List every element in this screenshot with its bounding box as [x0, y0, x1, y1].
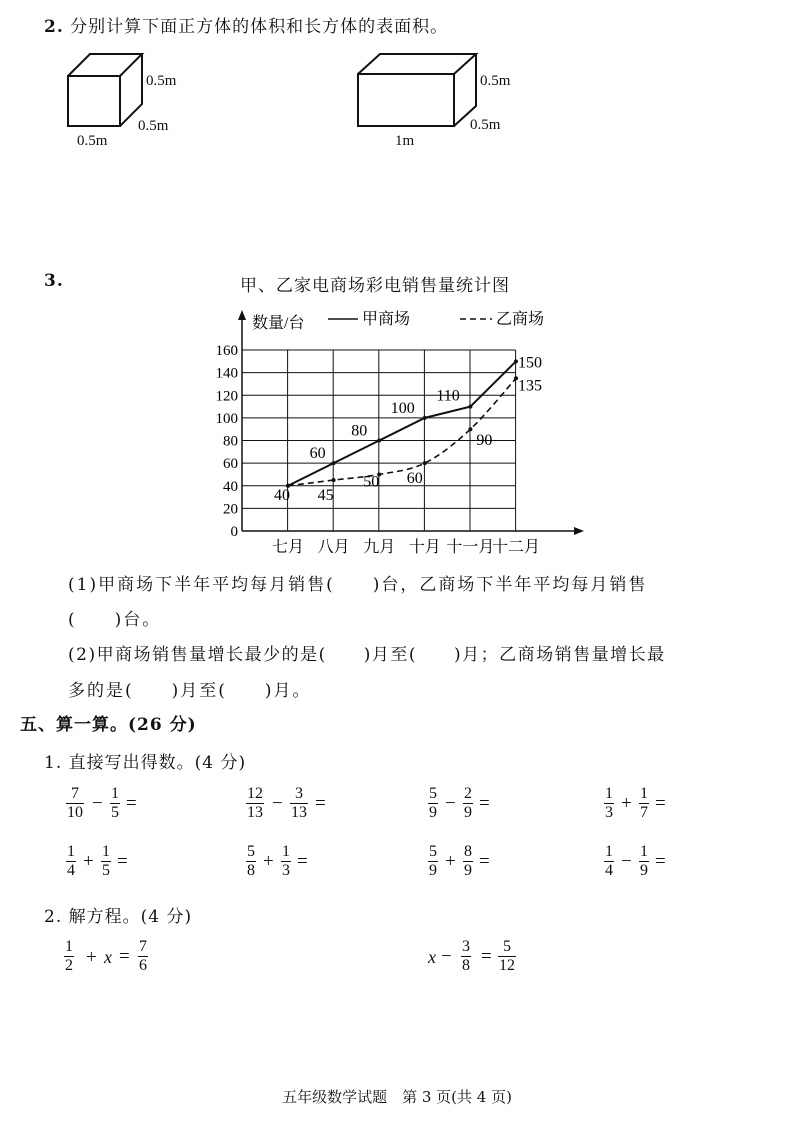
series-b-data-label: 45	[317, 487, 334, 505]
calc-operator: −	[445, 793, 456, 814]
x-tick-label: 十二月	[491, 539, 541, 556]
section5-heading: 五、算一算。(26 分)	[20, 715, 197, 735]
page-footer: 五年级数学试题 第 3 页(共 4 页)	[282, 1088, 512, 1106]
x-tick-label: 九月	[363, 539, 396, 556]
calc-fraction-a: 5 9	[429, 843, 437, 879]
series-a-point	[332, 461, 336, 465]
calc-fraction-a: 5 8	[247, 843, 255, 879]
x-tick-label: 十月	[408, 539, 441, 556]
calc-item	[604, 785, 754, 829]
eq1-equals: =	[119, 946, 130, 967]
series-a-data-label: 60	[309, 445, 326, 463]
calc-fraction-a: 12 13	[247, 785, 263, 821]
series-a-data-label: 100	[390, 399, 415, 417]
cuboid-height-label: 0.5m	[480, 73, 511, 89]
x-axis-arrow-icon	[574, 527, 584, 535]
q2-text: 分别计算下面正方体的体积和长方体的表面积。	[70, 17, 449, 37]
calc-item	[428, 785, 578, 829]
y-tick-label: 60	[223, 456, 238, 473]
calc-item	[66, 785, 216, 829]
series-a-point	[423, 416, 427, 420]
calc-equals: =	[117, 851, 128, 872]
calc-item	[246, 785, 396, 829]
y-tick-label: 140	[215, 365, 238, 382]
calc-equals: =	[655, 851, 666, 872]
eq1-fraction-a: 1 2	[65, 938, 73, 974]
section5-q2-title: 2. 解方程。(4 分)	[44, 907, 193, 927]
q3-sub2-line1: (2)甲商场销售量增长最少的是( )月至( )月；乙商场销售量增长最	[68, 645, 666, 665]
calc-item	[604, 843, 754, 887]
y-axis-arrow-icon	[238, 310, 246, 320]
cuboid-figure	[350, 52, 490, 152]
eq2-variable: x	[428, 947, 436, 967]
calc-fraction-a: 1 4	[605, 843, 613, 879]
eq2-equals: =	[481, 946, 492, 967]
series-a-data-label: 110	[436, 387, 460, 405]
calc-equals: =	[479, 793, 490, 814]
calc-operator: −	[621, 851, 632, 872]
series-a-point	[468, 405, 472, 409]
calc-operator: +	[445, 851, 456, 872]
calc-operator: −	[272, 793, 283, 814]
series-b-data-label: 50	[363, 473, 380, 491]
legend-series-b: 乙商场	[496, 311, 545, 328]
cube-depth-label: 0.5m	[138, 118, 169, 134]
x-tick-label: 十一月	[446, 539, 495, 556]
eq2-operator: −	[441, 946, 452, 967]
legend-series-a: 甲商场	[362, 311, 411, 328]
series-a-data-label: 80	[351, 422, 368, 440]
calc-equals: =	[655, 793, 666, 814]
calc-fraction-a: 7 10	[67, 785, 83, 821]
cuboid-length-label: 1m	[395, 133, 415, 149]
eq2-fraction-a: 3 8	[462, 938, 470, 974]
y-axis-label: 数量/台	[252, 315, 305, 332]
series-a-data-label: 150	[518, 354, 542, 372]
series-b-point	[468, 427, 472, 431]
calc-fraction-b: 2 9	[464, 785, 472, 821]
y-tick-label: 0	[230, 524, 238, 540]
series-a-point	[377, 439, 381, 443]
q3-sub1-line1: (1)甲商场下半年平均每月销售( )台，乙商场下半年平均每月销售	[68, 575, 648, 595]
calc-operator: +	[263, 851, 274, 872]
calc-item	[428, 843, 578, 887]
calc-fraction-a: 5 9	[429, 785, 437, 821]
calc-fraction-b: 8 9	[464, 843, 472, 879]
cube-width-label: 0.5m	[77, 133, 108, 149]
chart-title: 甲、乙家电商场彩电销售量统计图	[240, 276, 510, 296]
cuboid-depth-label: 0.5m	[470, 117, 501, 133]
eq1-variable: x	[104, 947, 112, 967]
calc-fraction-a: 1 3	[605, 785, 613, 821]
x-tick-label: 八月	[317, 539, 350, 556]
series-b-point	[423, 461, 427, 465]
y-tick-label: 80	[223, 433, 238, 450]
calc-fraction-b: 1 9	[640, 843, 648, 879]
section5-q1-title: 1. 直接写出得数。(4 分)	[44, 753, 247, 773]
calc-equals: =	[315, 793, 326, 814]
series-b-data-label: 60	[406, 470, 423, 488]
y-tick-label: 20	[223, 501, 238, 518]
series-b-point	[332, 478, 336, 482]
calc-fraction-b: 1 5	[102, 843, 110, 879]
eq2-fraction-b: 5 12	[499, 938, 515, 974]
calc-fraction-b: 1 5	[111, 785, 119, 821]
calc-fraction-b: 1 3	[282, 843, 290, 879]
x-tick-label: 七月	[271, 539, 305, 556]
calc-operator: +	[83, 851, 94, 872]
y-tick-label: 100	[215, 410, 238, 427]
q2-number: 2.	[44, 17, 64, 37]
series-a-line	[288, 361, 516, 488]
y-tick-label: 120	[215, 388, 238, 405]
calc-equals: =	[126, 793, 137, 814]
calc-fraction-b: 3 13	[291, 785, 307, 821]
series-b-data-label: 135	[518, 377, 542, 395]
eq1-fraction-b: 7 6	[139, 938, 147, 974]
calc-fraction-b: 1 7	[640, 785, 648, 821]
cube-height-label: 0.5m	[146, 73, 177, 89]
calc-operator: +	[621, 793, 632, 814]
y-tick-label: 160	[215, 343, 238, 359]
y-tick-label: 40	[223, 478, 238, 495]
q3-sub2-line2: 多的是( )月至( )月。	[68, 681, 312, 701]
calc-equals: =	[479, 851, 490, 872]
calc-fraction-a: 1 4	[67, 843, 75, 879]
calc-equals: =	[297, 851, 308, 872]
series-b-data-label: 90	[476, 432, 493, 450]
calc-item	[66, 843, 216, 887]
sales-line-chart	[200, 300, 600, 565]
q2-prompt	[44, 12, 448, 37]
q3-number: 3.	[44, 271, 64, 291]
eq1-operator: +	[86, 947, 97, 968]
calc-operator: −	[92, 793, 103, 814]
q3-sub1-line2: ( )台。	[68, 610, 162, 630]
calc-item	[246, 843, 396, 887]
series-a-data-label: 40	[274, 486, 290, 504]
